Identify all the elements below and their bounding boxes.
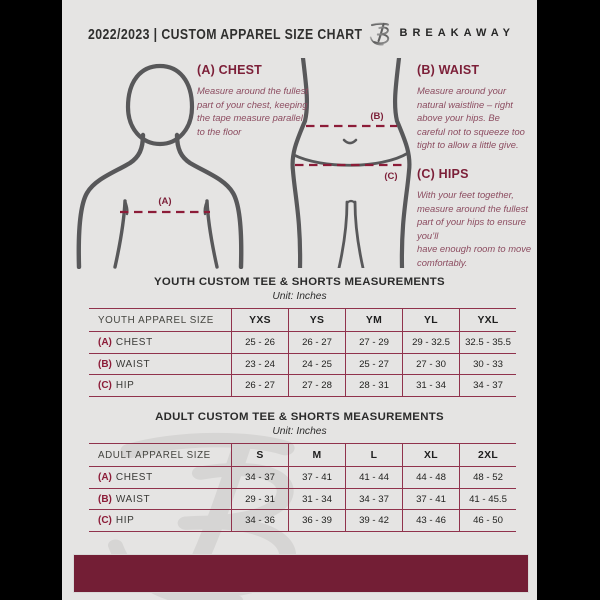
table-cell: 23 - 24: [231, 354, 288, 376]
row-label: (B) WAIST: [89, 489, 231, 511]
table-cell: 24 - 25: [288, 354, 345, 376]
table-cell: 46 - 50: [459, 510, 516, 532]
table-cell: 43 - 46: [402, 510, 459, 532]
youth-unit-label: Unit: Inches: [272, 291, 327, 302]
hips-guide-text-line2: have enough room to move comfortably.: [417, 243, 532, 268]
table-cell: 32.5 - 35.5: [459, 332, 516, 354]
size-header-l: L: [345, 444, 402, 467]
right-hip-leg-outline: [395, 58, 409, 268]
table-cell: 27 - 29: [345, 332, 402, 354]
youth-size-table: [89, 308, 516, 397]
youth-section-title: YOUTH CUSTOM TEE & SHORTS MEASUREMENTS: [154, 276, 445, 288]
left-inner-leg: [339, 202, 347, 268]
size-header-2xl: 2XL: [459, 444, 516, 467]
size-header-s: S: [231, 444, 288, 467]
table-cell: 34 - 37: [231, 467, 288, 489]
table-cell: 29 - 32.5: [402, 332, 459, 354]
left-shoulder-arm: [79, 135, 143, 267]
size-header-m: M: [288, 444, 345, 467]
hips-guide-text-line1: With your feet together, measure around the fullest part of your hips to ensure you’ll: [417, 189, 529, 241]
row-label: (C) HIP: [89, 510, 231, 532]
chest-guide-text: Measure around the fullest part of your chest, keeping the tape measure parallel to the floor: [197, 85, 309, 137]
crotch-bridge: [347, 201, 355, 203]
table-cell: 27 - 30: [402, 354, 459, 376]
page-title-text: 2022/2023 | CUSTOM APPAREL SIZE CHART: [88, 26, 363, 43]
table-cell: 34 - 37: [459, 375, 516, 397]
table-cell: 25 - 26: [231, 332, 288, 354]
head-outline: [128, 66, 192, 144]
row-label: (B) WAIST: [89, 354, 231, 376]
table-cell: 31 - 34: [402, 375, 459, 397]
breakaway-b-logo-icon: [367, 20, 393, 46]
hips-guide-heading: (C) HIPS: [417, 167, 469, 181]
chest-marker-label: (A): [158, 196, 172, 207]
chest-guide: [197, 63, 313, 138]
waist-guide: [417, 63, 527, 152]
row-label: (A) CHEST: [89, 467, 231, 489]
table-cell: 26 - 27: [288, 332, 345, 354]
table-cell: 34 - 36: [231, 510, 288, 532]
navel-mark: [344, 140, 356, 143]
row-label: (C) HIP: [89, 375, 231, 397]
table-cell: 41 - 45.5: [459, 489, 516, 511]
waistband-curve: [294, 153, 408, 165]
footer-accent-bar: [73, 554, 529, 593]
right-shoulder-arm: [177, 135, 241, 267]
size-header-ym: YM: [345, 309, 402, 332]
adult-unit-label: Unit: Inches: [272, 426, 327, 437]
youth-size-column-label: YOUTH APPAREL SIZE: [89, 309, 231, 332]
table-cell: 41 - 44: [345, 467, 402, 489]
table-cell: 37 - 41: [402, 489, 459, 511]
chest-guide-heading: (A) CHEST: [197, 63, 262, 77]
table-cell: 27 - 28: [288, 375, 345, 397]
brand-name: BREAKAWAY: [399, 27, 515, 39]
waist-marker-label: (B): [370, 111, 384, 122]
right-inner-leg: [355, 202, 363, 268]
table-cell: 28 - 31: [345, 375, 402, 397]
flyer-page: [62, 0, 537, 600]
table-cell: 36 - 39: [288, 510, 345, 532]
adult-size-table: [89, 443, 516, 532]
table-cell: 26 - 27: [231, 375, 288, 397]
brand-block: [367, 20, 516, 46]
table-cell: 30 - 33: [459, 354, 516, 376]
adult-section-title: ADULT CUSTOM TEE & SHORTS MEASUREMENTS: [155, 411, 444, 423]
size-header-yxl: YXL: [459, 309, 516, 332]
size-header-yl: YL: [402, 309, 459, 332]
table-cell: 31 - 34: [288, 489, 345, 511]
waist-guide-heading: (B) WAIST: [417, 63, 480, 77]
table-cell: 48 - 52: [459, 467, 516, 489]
table-cell: 25 - 27: [345, 354, 402, 376]
table-cell: 29 - 31: [231, 489, 288, 511]
hip-marker-label: (C): [384, 171, 398, 182]
table-cell: 37 - 41: [288, 467, 345, 489]
table-cell: 39 - 42: [345, 510, 402, 532]
adult-size-column-label: ADULT APPAREL SIZE: [89, 444, 231, 467]
waist-guide-text: Measure around your natural waistline – right above your hips. Be careful not to squeeze too tight to allow a little give.: [417, 85, 525, 151]
size-header-ys: YS: [288, 309, 345, 332]
row-label: (A) CHEST: [89, 332, 231, 354]
size-header-yxs: YXS: [231, 309, 288, 332]
size-header-xl: XL: [402, 444, 459, 467]
table-cell: 34 - 37: [345, 489, 402, 511]
table-cell: 44 - 48: [402, 467, 459, 489]
hips-guide: [417, 167, 537, 269]
